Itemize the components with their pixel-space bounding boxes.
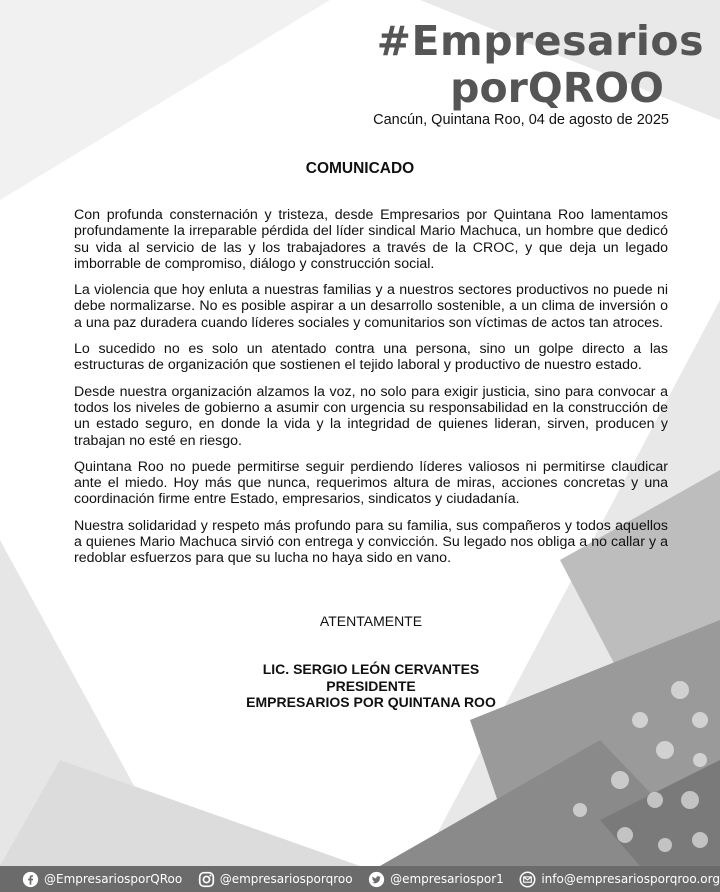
brand-line-1: #Empresarios [376,17,704,65]
signatory-organization: EMPRESARIOS POR QUINTANA ROO [246,694,496,710]
signatory-role: PRESIDENTE [326,677,416,694]
footer-facebook[interactable] [22,871,182,888]
document-body [74,207,668,577]
footer-email[interactable] [519,871,720,888]
paragraph: Quintana Roo no puede permitirse seguir perdiendo líderes valiosos ni permitirse claudicar ante el miedo. Hoy más que nunca, requerimos altura de miras, acciones concretas y una coordinación firme entre Estado, empresarios, sindicatos y ciudadanía. [74,458,668,508]
footer-instagram[interactable] [198,871,353,888]
paragraph: Nuestra solidaridad y respeto más profundo para su familia, sus compañeros y todos aquellos a quienes Mario Machuca sirvió con entrega y convicción. Su legado nos obliga a no callar y a redoblar esfuerzos para que su lucha no haya sido en vano. [74,517,668,567]
paragraph: Desde nuestra organización alzamos la voz, no solo para exigir justicia, sino para convocar a todos los niveles de gobierno a asumir con urgencia su responsabilidad en la construcción de un estado seguro, en donde la vida y la integridad de quienes lideran, sirven, producen y trabajan no esté en riesgo. [74,383,668,449]
twitter-icon [368,871,385,888]
brand-line-2: porQROO [450,64,664,112]
facebook-icon [22,871,39,888]
footer-bar [0,866,720,892]
footer-twitter[interactable] [368,871,504,888]
footer-instagram-handle: @empresariosporqroo [219,872,353,886]
footer-facebook-handle: @EmpresariosporQRoo [44,872,183,886]
signatory-name: LIC. SERGIO LEÓN CERVANTES [262,661,480,677]
document-title: COMUNICADO [305,160,415,177]
paragraph: Con profunda consternación y tristeza, desde Empresarios por Quintana Roo lamentamos profundamente la irreparable pérdida del líder sindical Mario Machuca, un hombre que dedicó su vida al servicio de las y los trabajadores a través de la CROC, y que deja un legado imborrable de compromiso, diálogo y construcción social. [74,207,668,272]
mail-icon [519,871,536,888]
instagram-icon [198,871,215,888]
document-date: Cancún, Quintana Roo, 04 de agosto de 2025 [373,112,669,128]
paragraph: Lo sucedido no es solo un atentado contra una persona, sino un golpe directo a las estructuras de organización que sostienen el tejido laboral y productivo de nuestro estado. [74,341,668,374]
signature-block [0,661,720,711]
footer-email-address: info@empresariosporqroo.org [541,872,720,886]
closing-salutation: ATENTAMENTE [319,613,423,629]
brand-logo [377,18,704,112]
footer-twitter-handle: @empresariospor1 [390,872,504,886]
paragraph: La violencia que hoy enluta a nuestras familias y a nuestros sectores productivos no puede ni debe normalizarse. No es posible aspirar a un desarrollo sostenible, a un clima de inversión o a una paz duradera cuando líderes sociales y comunitarios son víctimas de actos tan atroces. [74,282,668,331]
